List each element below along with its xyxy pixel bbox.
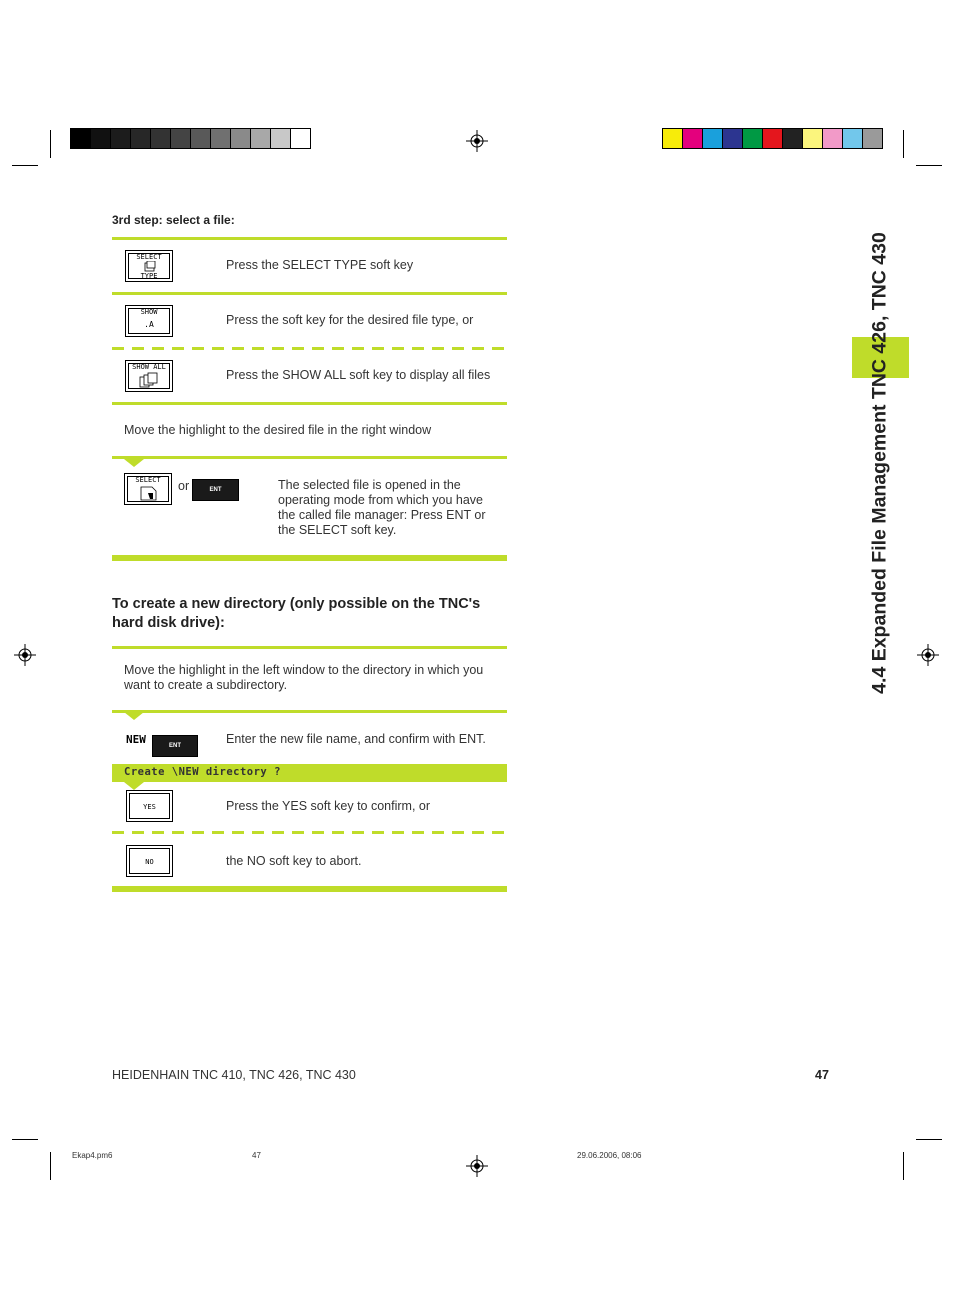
section-end-bar [112, 886, 507, 892]
calibration-swatch [783, 129, 803, 148]
instruction-text: The selected file is opened in the operating mode from which you have the called file manager: Press ENT or the SELECT soft key. [278, 478, 486, 537]
instruction-text: Press the SHOW ALL soft key to display all files [226, 368, 491, 382]
softkey-label: SHOW [140, 308, 158, 316]
registration-mark-icon [14, 644, 36, 666]
select-softkey[interactable] [124, 473, 172, 505]
calibration-swatch [71, 129, 91, 148]
show-all-softkey[interactable] [125, 360, 173, 392]
chapter-title: 4.4 Expanded File Management TNC 426, TNC 430 [868, 232, 891, 694]
crop-mark [50, 1152, 51, 1180]
section-heading: 3rd step: select a file: [112, 213, 235, 227]
calibration-swatch [743, 129, 763, 148]
registration-mark-icon [466, 1155, 488, 1177]
calibration-swatch [291, 129, 310, 148]
softkey-label: SELECT [136, 253, 162, 261]
pointer-arrow [124, 712, 144, 720]
select-type-softkey[interactable] [125, 250, 173, 282]
softkey-label: YES [143, 803, 156, 811]
calibration-swatch [131, 129, 151, 148]
calibration-swatch [191, 129, 211, 148]
file-select-icon [138, 484, 162, 502]
divider [112, 292, 507, 295]
crop-mark [916, 165, 942, 166]
crop-mark [12, 1139, 38, 1140]
file-type-icon [144, 261, 156, 272]
dialog-prompt: Create \NEW directory ? [124, 766, 281, 778]
calibration-swatch [231, 129, 251, 148]
calibration-swatch [271, 129, 291, 148]
no-softkey[interactable] [126, 845, 173, 877]
divider [112, 402, 507, 405]
divider [112, 710, 507, 713]
calibration-swatch [843, 129, 863, 148]
crop-mark [50, 130, 51, 158]
grayscale-calibration-strip [70, 128, 311, 149]
page-number: 47 [815, 1068, 829, 1082]
show-type-softkey[interactable] [125, 305, 173, 337]
yes-softkey[interactable] [126, 790, 173, 822]
calibration-swatch [763, 129, 783, 148]
softkey-label: NO [145, 858, 154, 866]
or-text: or [178, 479, 190, 493]
instruction-text: Move the highlight in the left window to the directory in which you want to create a subdirectory. [124, 663, 484, 692]
calibration-swatch [663, 129, 683, 148]
divider [112, 237, 507, 240]
footer-file-page: 47 [252, 1151, 261, 1160]
instruction-text: Move the highlight to the desired file in the right window [124, 423, 432, 437]
footer-timestamp: 29.06.2006, 08:06 [577, 1151, 642, 1160]
crop-mark [12, 165, 38, 166]
crop-mark [903, 1152, 904, 1180]
calibration-swatch [683, 129, 703, 148]
instruction-text: Press the YES soft key to confirm, or [226, 799, 431, 813]
instruction-text: Press the SELECT TYPE soft key [226, 258, 414, 272]
section-heading: To create a new directory (only possible on the TNC's hard disk drive): [112, 596, 481, 631]
section-end-bar [112, 555, 507, 561]
ent-key[interactable]: ENT [192, 479, 239, 501]
dashed-divider [112, 347, 507, 350]
divider [112, 456, 507, 459]
dialog-bar [112, 764, 507, 782]
calibration-swatch [823, 129, 843, 148]
ent-key[interactable]: ENT [152, 735, 198, 757]
calibration-swatch [803, 129, 823, 148]
pointer-arrow [124, 782, 144, 790]
crop-mark [916, 1139, 942, 1140]
softkey-label: .A [144, 320, 154, 329]
pointer-arrow [124, 459, 144, 467]
calibration-swatch [171, 129, 191, 148]
calibration-swatch [91, 129, 111, 148]
files-icon [138, 372, 162, 388]
calibration-swatch [703, 129, 723, 148]
dashed-divider [112, 831, 507, 834]
footer-manual: HEIDENHAIN TNC 410, TNC 426, TNC 430 [112, 1068, 356, 1082]
softkey-label: SHOW ALL [132, 363, 166, 371]
registration-mark-icon [917, 644, 939, 666]
color-calibration-strip [662, 128, 883, 149]
crop-mark [903, 130, 904, 158]
softkey-label: TYPE [140, 272, 158, 280]
new-label: NEW [126, 733, 146, 746]
divider [112, 646, 507, 649]
calibration-swatch [863, 129, 882, 148]
calibration-swatch [251, 129, 271, 148]
calibration-swatch [723, 129, 743, 148]
instruction-text: Enter the new file name, and confirm with ENT. [226, 732, 486, 746]
calibration-swatch [151, 129, 171, 148]
softkey-label: SELECT [135, 476, 161, 484]
instruction-text: the NO soft key to abort. [226, 854, 362, 868]
calibration-swatch [211, 129, 231, 148]
instruction-text: Press the soft key for the desired file type, or [226, 313, 474, 327]
registration-mark-icon [466, 130, 488, 152]
calibration-swatch [111, 129, 131, 148]
footer-file: Ekap4.pm6 [72, 1151, 113, 1160]
